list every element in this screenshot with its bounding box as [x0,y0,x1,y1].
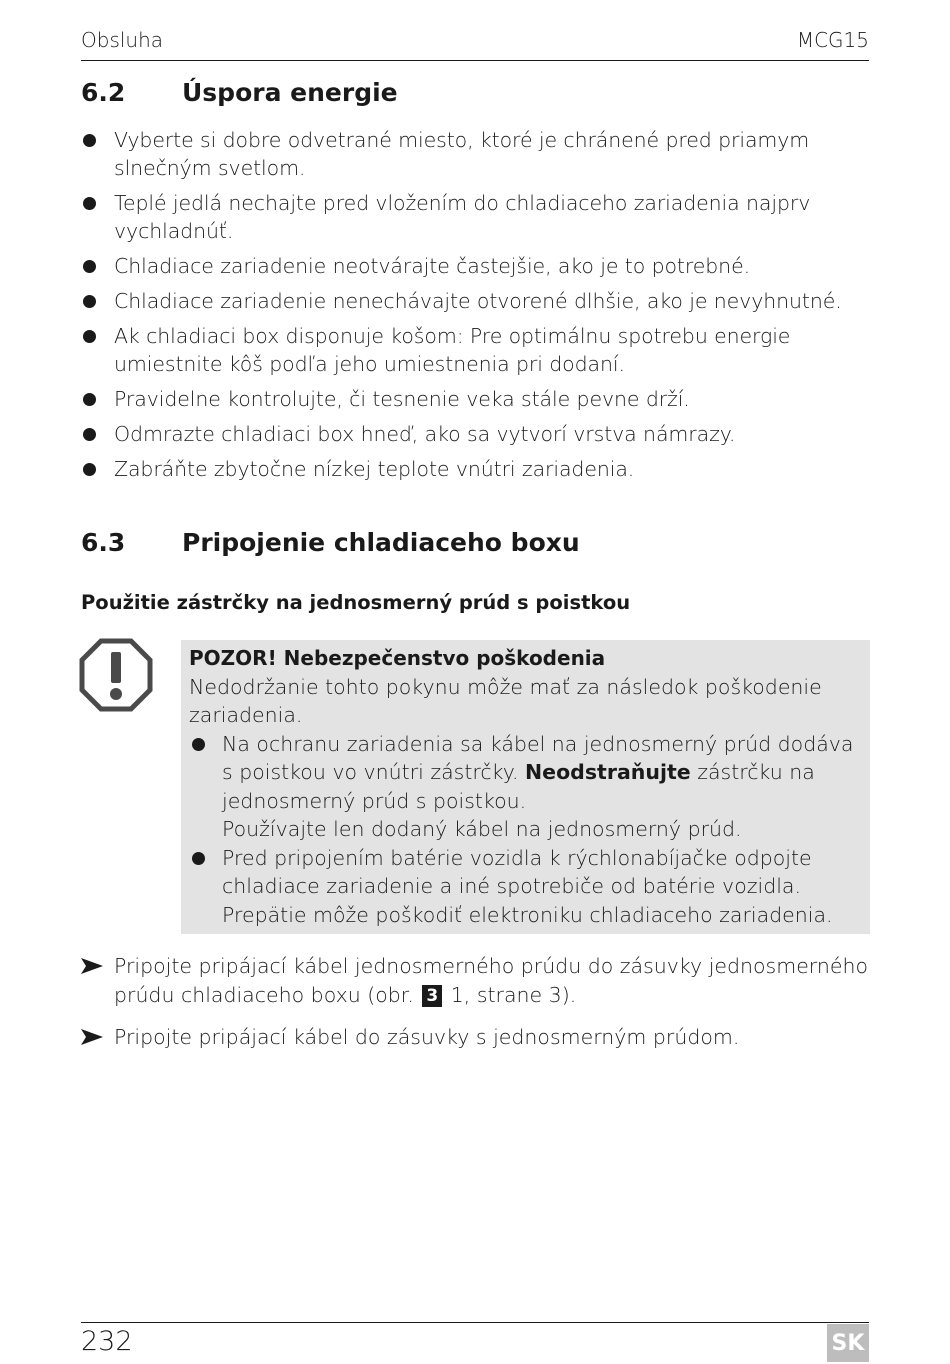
warning-title: POZOR! Nebezpečenstvo poškodenia [189,646,606,670]
language-badge: SK [827,1324,869,1362]
arrow-right-icon [81,1029,103,1045]
bullet-icon [83,295,96,308]
section-heading-6-2 [81,78,398,107]
figure-reference-badge: 3 [422,985,442,1007]
bullet-icon [192,738,205,751]
section-title: Pripojenie chladiaceho boxu [182,528,580,557]
header-section-label: Obsluha [81,28,164,52]
warning-item: Pred pripojením batérie vozidla k rýchlonabíjačke odpojte chladiace zariadenie a iné spotrebiče od batérie vozidla. Prepätie môže poškodiť elektroniku chladiaceho zariadenia. [189,844,862,930]
list-item: Ak chladiaci box disponuje košom: Pre optimálnu spotrebu energie umiestnite kôš podľa jeho umiestnenia pri dodaní. [81,322,871,378]
section-number: 6.2 [81,78,126,107]
page-header [81,28,869,61]
page-number: 232 [81,1326,133,1357]
connection-steps [81,952,871,1066]
warning-text: Nedodržanie tohto pokynu môže mať za následok poškodenie zariadenia. [189,674,822,727]
step-item: Pripojte pripájací kábel jednosmerného prúdu do zásuvky jednosmerného prúdu chladiaceho boxu (obr. 3 1, strane 3). [81,952,871,1009]
warning-box [181,640,870,934]
footer-divider [81,1322,869,1323]
list-item: Teplé jedlá nechajte pred vložením do chladiaceho zariadenia najprv vychladnúť. [81,189,871,245]
subsection-heading: Použitie zástrčky na jednosmerný prúd s poistkou [81,591,631,614]
bullet-icon [83,260,96,273]
energy-saving-list [81,126,871,490]
warning-list [189,730,862,930]
bullet-icon [83,134,96,147]
section-number: 6.3 [81,528,126,557]
emphasis-text: Neodstraňujte [525,760,691,784]
arrow-right-icon [81,958,103,974]
section-heading-6-3 [81,528,580,557]
list-item: Chladiace zariadenie neotvárajte častejšie, ako je to potrebné. [81,252,871,280]
list-item: Odmrazte chladiaci box hneď, ako sa vytvorí vrstva námrazy. [81,420,871,448]
bullet-icon [192,852,205,865]
bullet-icon [83,428,96,441]
bullet-icon [83,330,96,343]
bullet-icon [83,463,96,476]
bullet-icon [83,393,96,406]
header-model-label: MCG15 [796,28,869,52]
warning-item: Na ochranu zariadenia sa kábel na jednosmerný prúd dodáva s poistkou vo vnútri zástrčky. Neodstraňujte zástrčku na jednosmerný prúd s poistkou. Používajte len dodaný kábel na jednosmerný prúd. [189,730,862,844]
list-item: Zabráňte zbytočne nízkej teplote vnútri zariadenia. [81,455,871,483]
step-item: Pripojte pripájací kábel do zásuvky s jednosmerným prúdom. [81,1023,871,1052]
bullet-icon [83,197,96,210]
warning-exclamation-icon [79,638,153,712]
list-item: Chladiace zariadenie nenechávajte otvorené dlhšie, ako je nevyhnutné. [81,287,871,315]
section-title: Úspora energie [182,78,398,107]
list-item: Vyberte si dobre odvetrané miesto, ktoré je chránené pred priamym slnečným svetlom. [81,126,871,182]
list-item: Pravidelne kontrolujte, či tesnenie veka stále pevne drží. [81,385,871,413]
